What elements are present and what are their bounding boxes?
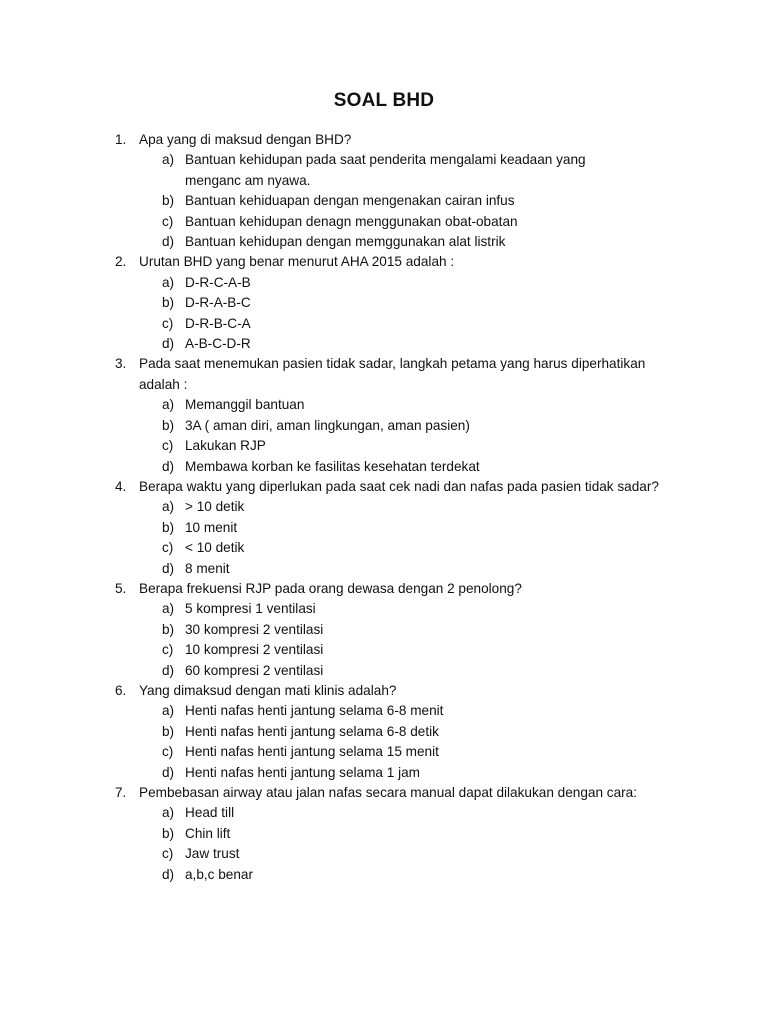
page-title: SOAL BHD [333, 90, 435, 111]
answer-option [0, 273, 768, 293]
option-list [0, 701, 768, 783]
answer-option [0, 191, 768, 211]
question-row [0, 681, 768, 701]
question-row [0, 252, 768, 272]
option-text: > 10 detik [185, 499, 245, 515]
option-letter: b) [162, 519, 175, 535]
option-text: 30 kompresi 2 ventilasi [185, 621, 324, 637]
option-letter: b) [162, 417, 175, 433]
option-letter: b) [162, 621, 175, 637]
question-number: 1. [115, 132, 127, 147]
option-text: Bantuan kehiduapan dengan mengenakan cairan infus [185, 193, 515, 209]
option-text: 10 kompresi 2 ventilasi [185, 642, 324, 658]
question-row [0, 579, 768, 599]
question-item [0, 130, 768, 252]
question-item [0, 477, 768, 579]
option-text: Henti nafas henti jantung selama 15 menit [185, 744, 439, 760]
question-row [0, 783, 768, 803]
question-item [0, 354, 768, 476]
option-letter: c) [162, 744, 174, 760]
option-text: A-B-C-D-R [185, 336, 251, 352]
answer-option [0, 640, 768, 660]
answer-option [0, 395, 768, 415]
answer-option [0, 457, 768, 477]
question-number: 4. [115, 478, 127, 494]
answer-option [0, 763, 768, 783]
answer-option [0, 212, 768, 232]
option-text: D-R-C-A-B [185, 274, 251, 290]
option-text: Henti nafas henti jantung selama 1 jam [185, 764, 421, 780]
answer-option [0, 865, 768, 885]
option-text: Bantuan kehidupan pada saat penderita mengalami keadaan yang menganc am nyawa. [185, 152, 586, 188]
option-letter: c) [162, 213, 174, 229]
answer-option [0, 559, 768, 579]
question-row [0, 477, 768, 497]
option-letter: b) [162, 825, 175, 841]
option-text: Bantuan kehidupan dengan memggunakan alat listrik [185, 234, 506, 250]
answer-option [0, 232, 768, 252]
option-list [0, 395, 768, 477]
option-text: Bantuan kehidupan denagn menggunakan obat-obatan [185, 213, 518, 229]
question-number: 6. [115, 682, 127, 698]
option-text: 5 kompresi 1 ventilasi [185, 601, 316, 617]
answer-option [0, 742, 768, 762]
option-text: D-R-A-B-C [185, 295, 251, 311]
answer-option [0, 538, 768, 558]
option-text: 10 menit [185, 519, 238, 535]
answer-option [0, 416, 768, 436]
question-item [0, 783, 768, 885]
option-letter: a) [162, 703, 175, 719]
option-text: Memanggil bantuan [185, 397, 305, 413]
question-number: 5. [115, 580, 127, 596]
option-letter: d) [162, 458, 175, 474]
answer-option [0, 314, 768, 334]
option-letter: c) [162, 846, 174, 862]
option-list [0, 803, 768, 885]
option-letter: d) [162, 764, 175, 780]
question-row [0, 130, 768, 150]
answer-option [0, 334, 768, 354]
question-item [0, 579, 768, 681]
option-letter: c) [162, 315, 174, 331]
option-text: Head till [185, 805, 235, 821]
option-letter: c) [162, 540, 174, 556]
question-text: Pada saat menemukan pasien tidak sadar, langkah petama yang harus diperhatikan adalah : [139, 356, 646, 392]
option-letter: d) [162, 234, 175, 250]
option-letter: d) [162, 336, 175, 352]
option-letter: a) [162, 152, 175, 168]
question-text: Apa yang di maksud dengan BHD? [139, 132, 352, 147]
answer-option [0, 293, 768, 313]
answer-option [0, 518, 768, 538]
option-text: Henti nafas henti jantung selama 6-8 menit [185, 703, 444, 719]
option-text: 60 kompresi 2 ventilasi [185, 662, 324, 678]
question-number: 7. [115, 785, 127, 800]
option-text: Henti nafas henti jantung selama 6-8 detik [185, 723, 439, 739]
answer-option [0, 661, 768, 681]
question-item [0, 681, 768, 783]
answer-option [0, 150, 768, 191]
option-letter: b) [162, 193, 175, 209]
option-text: Jaw trust [185, 846, 240, 862]
option-list [0, 599, 768, 681]
option-letter: a) [162, 805, 175, 821]
option-list [0, 497, 768, 579]
option-text: Lakukan RJP [185, 438, 266, 454]
option-letter: a) [162, 601, 175, 617]
option-letter: b) [162, 295, 175, 311]
option-text: 8 menit [185, 560, 230, 576]
question-number: 2. [115, 254, 127, 270]
option-list [0, 273, 768, 355]
question-text: Berapa frekuensi RJP pada orang dewasa dengan 2 penolong? [139, 580, 522, 596]
option-text: D-R-B-C-A [185, 315, 251, 331]
answer-option [0, 436, 768, 456]
answer-option [0, 620, 768, 640]
option-letter: b) [162, 723, 175, 739]
option-letter: d) [162, 866, 175, 882]
answer-option [0, 497, 768, 517]
question-item [0, 252, 768, 354]
option-text: Membawa korban ke fasilitas kesehatan terdekat [185, 458, 480, 474]
option-letter: d) [162, 560, 175, 576]
answer-option [0, 599, 768, 619]
option-text: a,b,c benar [185, 866, 254, 882]
option-text: 3A ( aman diri, aman lingkungan, aman pasien) [185, 417, 470, 433]
option-list [0, 150, 768, 252]
option-letter: a) [162, 274, 175, 290]
question-text: Pembebasan airway atau jalan nafas secara manual dapat dilakukan dengan cara: [139, 785, 638, 800]
answer-option [0, 722, 768, 742]
question-list [0, 130, 768, 885]
question-text: Yang dimaksud dengan mati klinis adalah? [139, 682, 397, 698]
option-letter: d) [162, 662, 175, 678]
option-text: Chin lift [185, 825, 231, 841]
answer-option [0, 701, 768, 721]
option-letter: c) [162, 438, 174, 454]
answer-option [0, 824, 768, 844]
question-text: Urutan BHD yang benar menurut AHA 2015 adalah : [139, 254, 455, 270]
answer-option [0, 803, 768, 823]
option-letter: a) [162, 499, 175, 515]
question-row [0, 354, 768, 395]
answer-option [0, 844, 768, 864]
question-text: Berapa waktu yang diperlukan pada saat cek nadi dan nafas pada pasien tidak sadar? [139, 478, 659, 494]
question-number: 3. [115, 356, 127, 372]
option-letter: a) [162, 397, 175, 413]
option-letter: c) [162, 642, 174, 658]
option-text: < 10 detik [185, 540, 245, 556]
